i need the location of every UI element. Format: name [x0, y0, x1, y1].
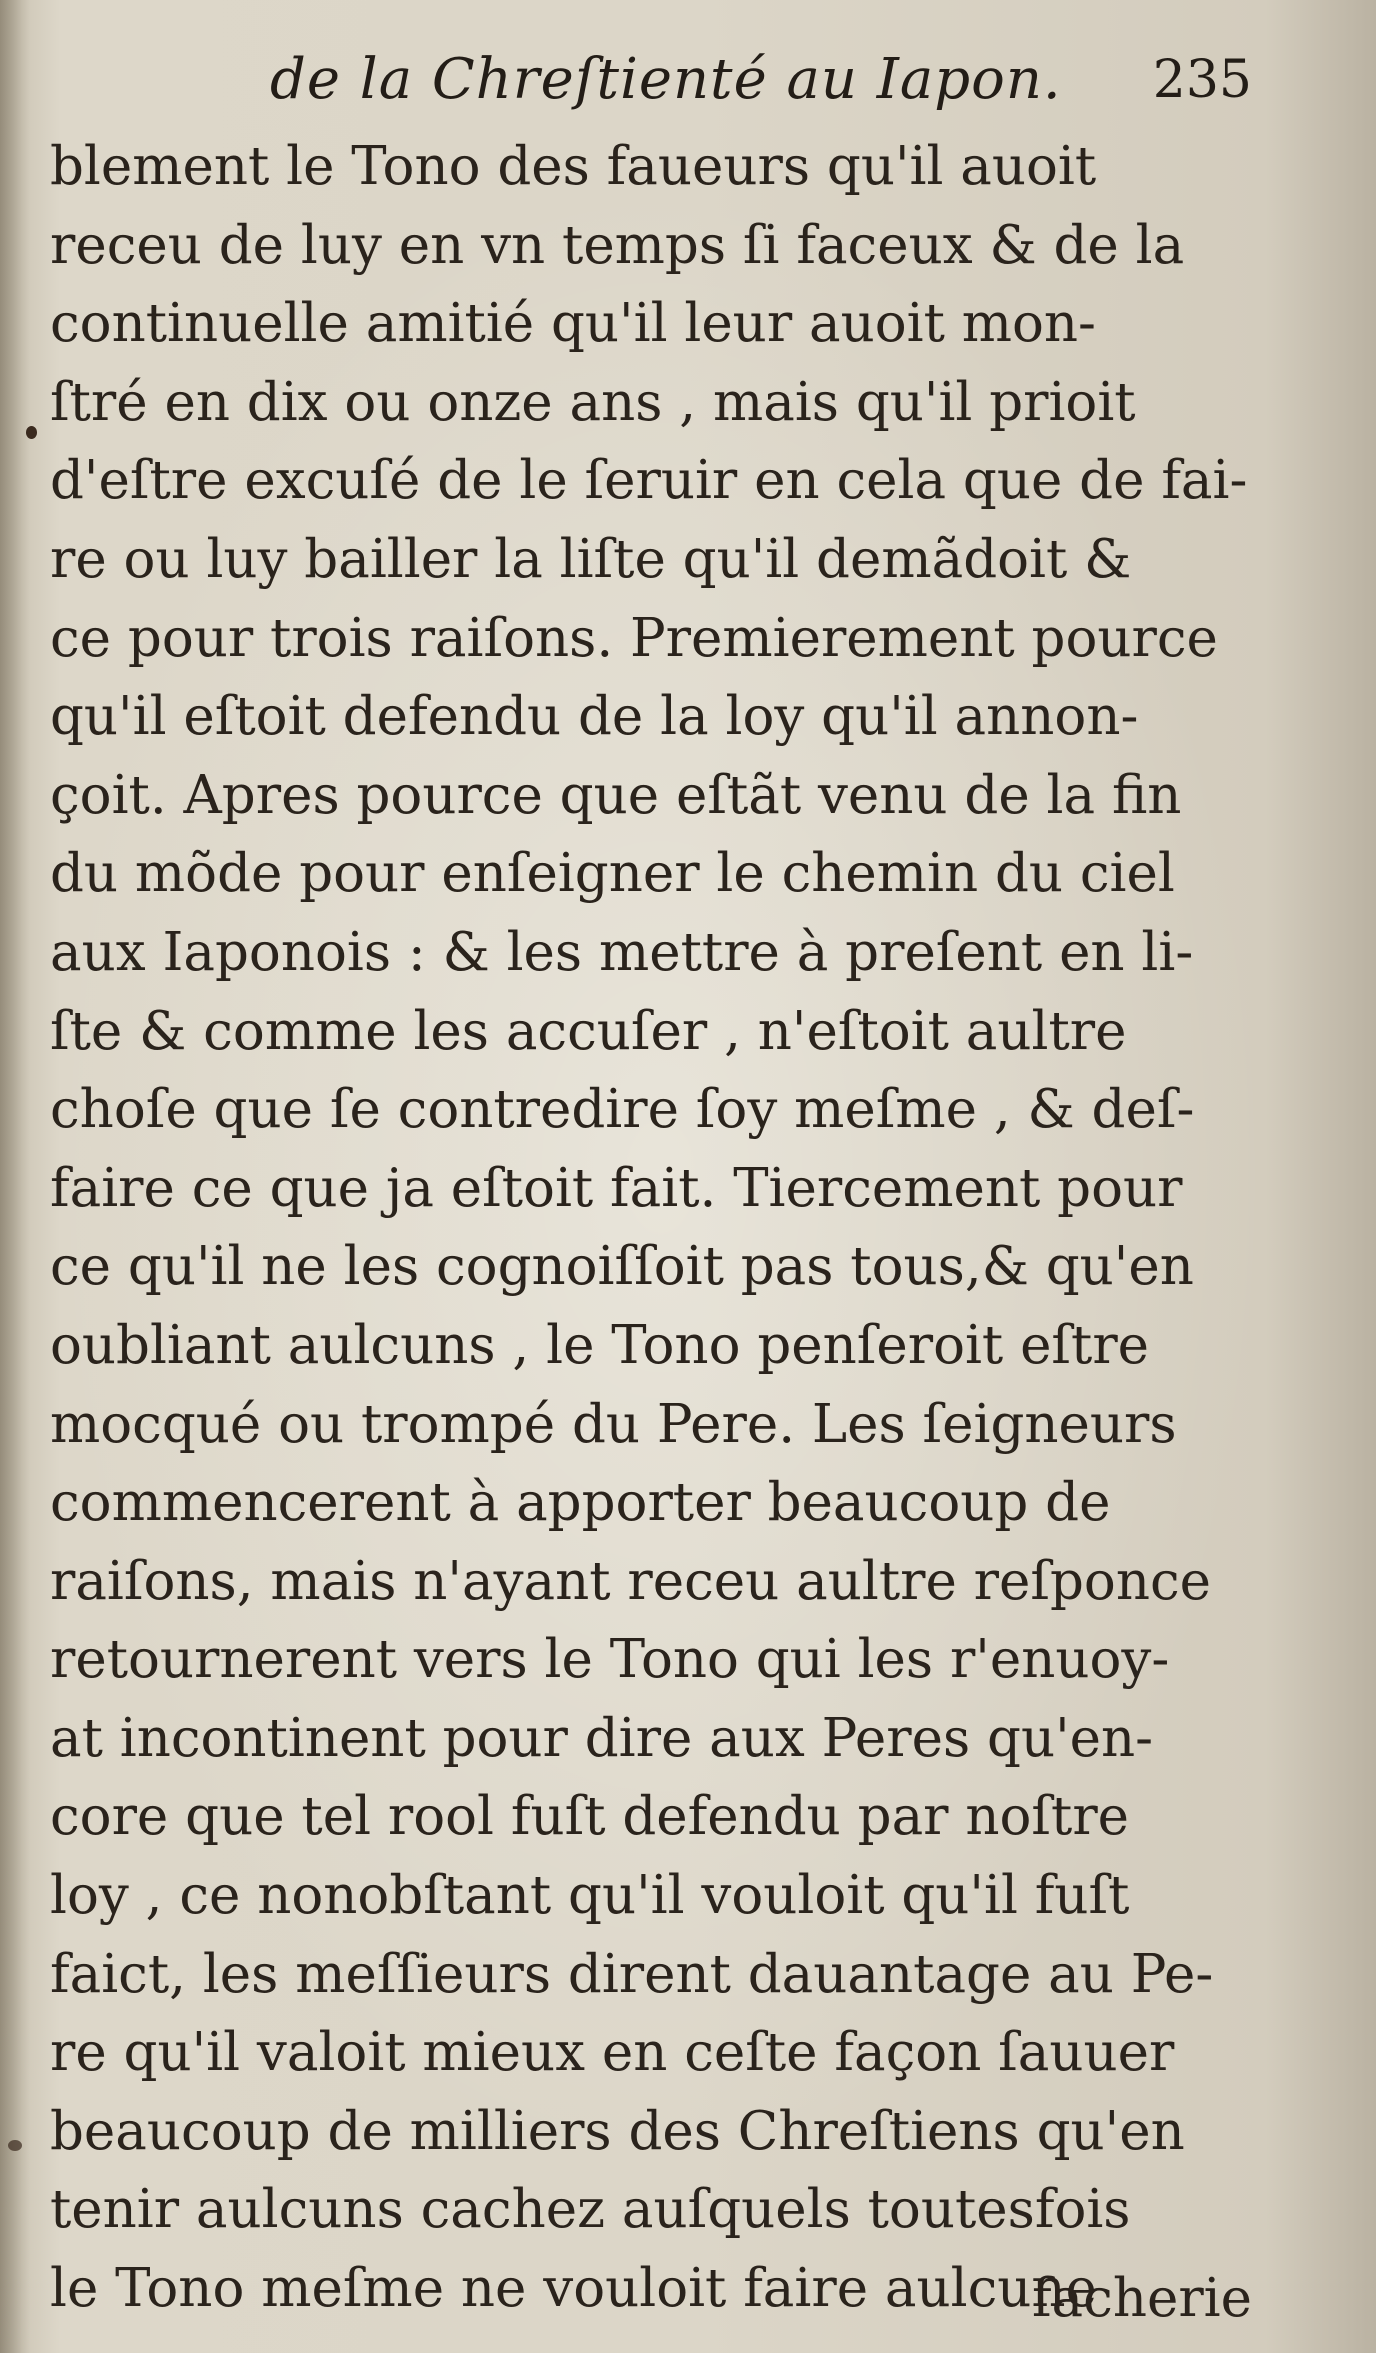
- text-line: çoit. Apres pource que eſtãt venu de la fin: [50, 764, 1182, 826]
- text-line: retournerent vers le Tono qui les r'enuoy-: [50, 1629, 1170, 1691]
- gutter-shadow: [0, 0, 30, 2353]
- text-line: re qu'il valoit mieux en ceſte façon ſauuer: [50, 2022, 1175, 2084]
- catchword: facherie: [1031, 2268, 1252, 2329]
- running-head: de la Chreſtienté au Iapon.: [270, 47, 1062, 112]
- text-line: faire ce que ja eſtoit fait. Tiercement pour: [50, 1157, 1183, 1219]
- text-line: loy , ce nonobſtant qu'il vouloit qu'il fuſt: [50, 1865, 1130, 1927]
- text-line: commencerent à apporter beaucoup de: [50, 1472, 1111, 1534]
- text-line: beaucoup de milliers des Chreſtiens qu'en: [50, 2100, 1185, 2162]
- text-line: at incontinent pour dire aux Peres qu'en-: [50, 1707, 1154, 1769]
- page-number: 235: [1152, 50, 1252, 110]
- text-line: core que tel rool fuſt defendu par noſtre: [50, 1786, 1130, 1848]
- text-line: mocqué ou trompé du Pere. Les ſeigneurs: [50, 1393, 1177, 1455]
- text-line: tenir aulcuns cachez auſquels toutesfois: [50, 2179, 1131, 2241]
- text-line: faict, les meſſieurs dirent dauantage au Pe-: [50, 1943, 1214, 2005]
- ink-spot: [26, 426, 37, 439]
- text-line: ſtré en dix ou onze ans , mais qu'il prioit: [50, 371, 1136, 433]
- text-line: ſte & comme les accuſer , n'eſtoit aultre: [50, 1000, 1127, 1062]
- text-line: d'eſtre excuſé de le ſeruir en cela que de fai-: [50, 450, 1248, 512]
- text-line: raiſons, mais n'ayant receu aultre reſponce: [50, 1550, 1212, 1612]
- text-line: ce qu'il ne les cognoiſſoit pas tous,& qu'en: [50, 1236, 1194, 1298]
- text-line: ce pour trois raiſons. Premierement pource: [50, 607, 1218, 669]
- text-line: du mõde pour enſeigner le chemin du ciel: [50, 843, 1175, 905]
- text-line: oubliant aulcuns , le Tono penſeroit eſtre: [50, 1314, 1150, 1376]
- ink-spot: [8, 2140, 22, 2151]
- text-line: continuelle amitié qu'il leur auoit mon-: [50, 293, 1096, 355]
- text-line: qu'il eſtoit defendu de la loy qu'il annon-: [50, 686, 1139, 748]
- text-line: receu de luy en vn temps ſi faceux & de la: [50, 214, 1185, 276]
- text-line: aux Iaponois : & les mettre à preſent en li-: [50, 921, 1194, 983]
- page-header: [0, 40, 1376, 120]
- text-line: re ou luy bailler la liſte qu'il demãdoit &: [50, 528, 1132, 590]
- text-line: choſe que ſe contredire ſoy meſme , & deſ-: [50, 1079, 1195, 1141]
- text-line: le Tono meſme ne vouloit faire aulcune: [50, 2258, 1097, 2320]
- body-text: [50, 128, 1250, 2329]
- text-line: blement le Tono des faueurs qu'il auoit: [50, 136, 1097, 197]
